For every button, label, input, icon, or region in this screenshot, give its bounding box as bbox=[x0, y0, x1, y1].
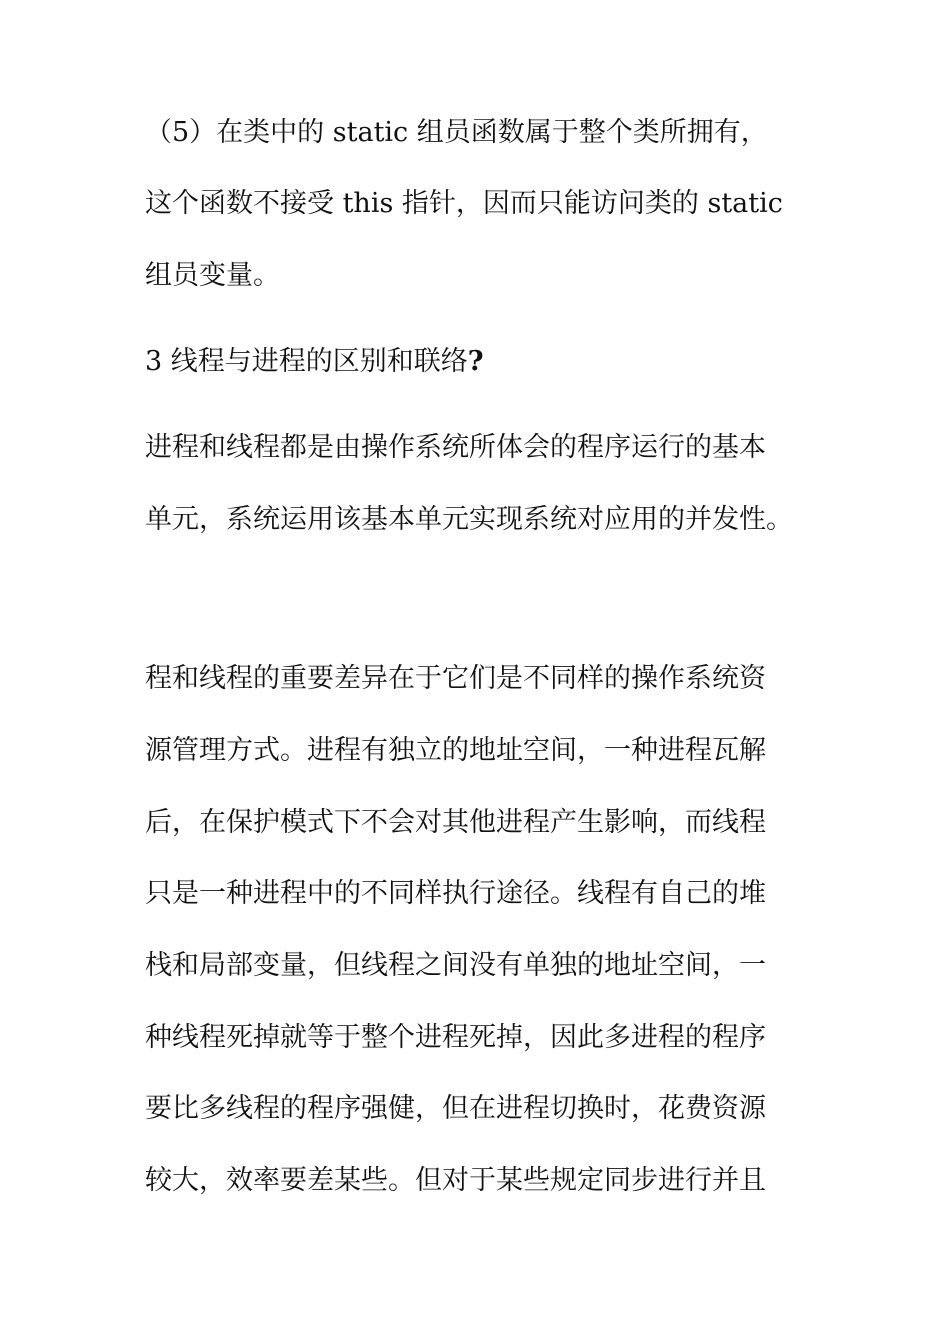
para3-line-5: 栈和局部变量，但线程之间没有单独的地址空间，一 bbox=[145, 950, 766, 981]
para2-line-2: 单元，系统运用该基本单元实现系统对应用的并发性。 bbox=[145, 504, 793, 535]
para1-line-2: 这个函数不接受 this 指针，因而只能访问类的 static bbox=[145, 188, 783, 219]
para3-line-3: 后，在保护模式下不会对其他进程产生影响，而线程 bbox=[145, 807, 766, 838]
para3-line-6: 种线程死掉就等于整个进程死掉，因此多进程的程序 bbox=[145, 1022, 766, 1053]
para3-line-1: 程和线程的重要差异在于它们是不同样的操作系统资 bbox=[145, 663, 766, 694]
para3-line-2: 源管理方式。进程有独立的地址空间，一种进程瓦解 bbox=[145, 735, 766, 766]
para1-line-1: （5）在类中的 static 组员函数属于整个类所拥有， bbox=[145, 117, 768, 148]
para1-line-3: 组员变量。 bbox=[145, 260, 280, 291]
section-heading-mark: ? bbox=[467, 346, 484, 377]
section-heading bbox=[145, 344, 484, 380]
section-heading-text: 3 线程与进程的区别和联络 bbox=[145, 346, 468, 377]
para2-line-1: 进程和线程都是由操作系统所体会的程序运行的基本 bbox=[145, 432, 766, 463]
para3-line-4: 只是一种进程中的不同样执行途径。线程有自己的堆 bbox=[145, 878, 766, 909]
para3-line-8: 较大，效率要差某些。但对于某些规定同步进行并且 bbox=[145, 1165, 766, 1196]
para3-line-7: 要比多线程的程序强健，但在进程切换时，花费资源 bbox=[145, 1093, 766, 1124]
